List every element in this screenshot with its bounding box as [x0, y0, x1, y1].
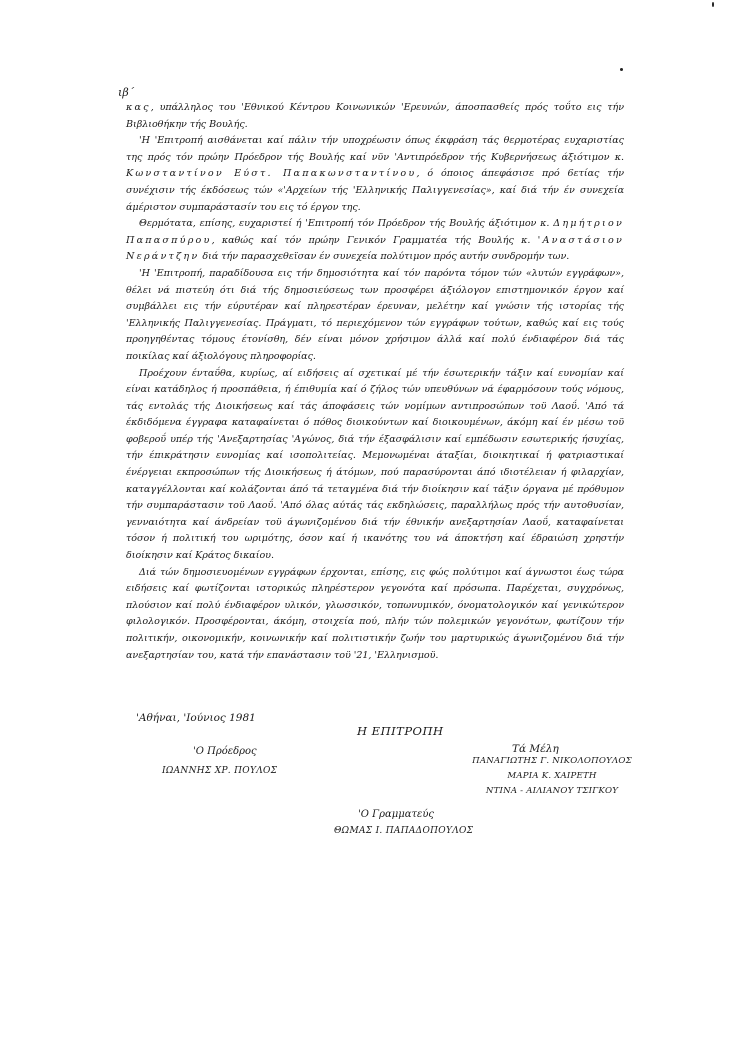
- secretary-name: ΘΩΜΑΣ Ι. ΠΑΠΑΔΟΠΟΥΛΟΣ: [334, 826, 474, 836]
- paragraph: [126, 100, 624, 133]
- text-run: 'Η 'Επιτροπή αισθάνεται καί πάλιν τήν υποχρέωσιν όπως έκφράση τάς θερμοτέρας ευχαριστίας της πρός τόν πρώην Πρόεδρον τής Βουλής καί νϋν 'Αντιπρόεδρον τής Κυβερνήσεως άξιότιμον κ.: [126, 135, 624, 163]
- text-run: Προέχουν ένταΰθα, κυρίως, αί ειδήσεις αί σχετικαί μέ τήν έσωτερικήν τάξιν καί ευνομίαν καί είναι κατάδηλος ή προσπάθεια, ή έπιθυμία καί ό ζήλος τών υπευθύνων νά έφαρμόσουν τούς νόμους, τάς εντολάς τής Διοικήσεως καί τάς άποφάσεις τών νομίμων αντιπροσώπων τοϋ Λαοΰ. 'Από τά έκδιδόμενα έγγραφα καταφαίνεται ό πόθος διοικούντων καί διοικουμένων, άκόμη καί έν μέσω τοϋ φοβεροΰ υπέρ τής 'Ανεξαρτησίας 'Αγώνος, διά τήν έξασφάλισιν καί εμπέδωσιν εσωτερικής ήσυχίας, τήν έπικράτησιν ευνομίας καί ισοπολιτείας. Μεμονωμέναι άταξίαι, διοικητικαί ή φατριαστικαί ένέργειαι εκπροσώπων τής Διοικήσεως ή άτόμων, πού παρασύρονται άπό ιδιοτέλειαν ή φιλαρχίαν, καταγγέλλονται καί κολάζονται άπό τά τεταγμένα διά τήν διοίκησιν καί τάξιν όργανα μέ πρόθυμον τήν συμπαράστασιν τοϋ Λαοΰ. 'Από όλας αύτάς τάς εκδηλώσεις, παραλλήλως πρός τήν αυτοθυσίαν, γενναιότητα καί άνδρείαν τοϋ άγωνιζομένου διά τήν έθνικήν ανεξαρτησίαν Λαοΰ, καταφαίνεται τόσον ή πολιτική του ωριμότης, όσον καί ή ικανότης του νά άποκτήση καί έδραιώση χρηστήν διοίκησιν καί Κράτος δικαίου.: [126, 367, 624, 562]
- secretary-label: 'Ο Γραμματεύς: [358, 809, 435, 820]
- text-run: Θερμότατα, επίσης, ευχαριστεί ή 'Επιτροπή τόν Πρόεδρον τής Βουλής άξιότιμον κ.: [139, 218, 554, 230]
- member-name: ΜΑΡΙΑ Κ. ΧΑΙΡΕΤΗ: [507, 771, 597, 781]
- spaced-name: Κωνσταντίνον Εύστ. Παπακωνσταντίνου: [126, 168, 417, 180]
- signature-date: 'Αθήναι, 'Ιούνιος 1981: [136, 712, 256, 724]
- text-run: , υπάλληλος του 'Εθνικού Κέντρου Κοινωνικών 'Ερευνών, άποσπασθείς πρός τοΰτο εις τήν Βιβλιοθήκην τής Βουλής.: [126, 102, 624, 130]
- paragraph: [126, 565, 624, 665]
- paragraph: [126, 366, 624, 565]
- page-number: ιβ΄: [118, 86, 135, 99]
- scan-speck-right: [620, 68, 623, 71]
- paragraph: [126, 216, 624, 266]
- text-run: διά τήν παρασχεθεϊσαν έν συνεχεία πολύτιμον πρός αυτήν συνδρομήν των.: [199, 251, 570, 263]
- members-list: [452, 754, 652, 799]
- member-name: ΠΑΝΑΓΙΩΤΗΣ Γ. ΝΙΚΟΛΟΠΟΥΛΟΣ: [472, 756, 632, 766]
- president-label: 'Ο Πρόεδρος: [193, 746, 257, 757]
- spaced-name: Δημήτριον Παπασπύρου: [126, 218, 624, 246]
- scan-speck-top: [712, 2, 714, 7]
- member-name: ΝΤΙΝΑ - ΑΙΛΙΑΝΟΥ ΤΣΙΓΚΟΥ: [485, 786, 619, 796]
- paragraph: [126, 133, 624, 216]
- text-run: , ό όποιος άπεφάσισε πρό 6ετίας τήν συνέχισιν τής έκδόσεως τών «'Αρχείων τής 'Ελληνικής Παλιγγενεσίας», καί διά τήν έν συνεχεία άμέριστον συμπαράστασίν του εις τό έργον της.: [126, 168, 625, 213]
- text-run: , καθώς καί τόν πρώην Γενικόν Γραμματέα τής Βουλής κ.: [211, 234, 538, 246]
- president-name: ΙΩΑΝΝΗΣ ΧΡ. ΠΟΥΛΟΣ: [162, 766, 278, 776]
- spaced-name: κας: [126, 102, 151, 113]
- members-label: Τά Μέλη: [512, 743, 559, 755]
- spaced-name: 'Αναστάσιον Νεράντζην: [126, 234, 624, 263]
- paragraph: [126, 266, 624, 366]
- committee-heading: Η ΕΠΙΤΡΟΠΗ: [357, 724, 444, 738]
- text-run: 'Η 'Επιτροπή, παραδίδουσα εις τήν δημοσιότητα καί τόν παρόντα τόμον τών «λυτών εγγράφων», θέλει νά πιστεύη ότι διά τής δημοσιεύσεως των προσφέρει άξιόλογον επιστημονικόν έργον καί συμβάλλει εις τήν εύρυτέραν καί πληρεστέραν έρευναν, μελέτην καί γνώσιν τής ιστορίας τής 'Ελληνικής Παλιγγενεσίας. Πράγματι, τό περιεχόμενον τών εγγράφων τούτων, καθώς καί εις τούς προηγηθέντας τόμους έτονίσθη, δέν είναι μόνον χρήσιμον άλλά καί πολύ ένδιαφέρον διά τάς ποικίλας καί άξιολόγους πληροφορίας.: [126, 267, 624, 362]
- body-text: [126, 100, 624, 664]
- text-run: Διά τών δημοσιευομένων εγγράφων έρχονται, επίσης, εις φώς πολύτιμοι καί άγνωστοι έως τώρα ειδήσεις καί φωτίζονται ιστορικώς πληρέστερον γεγονότα καί πρόσωπα. Παρέχεται, συγχρόνως, πλούσιον καί πολύ ένδιαφέρον υλικόν, γλωσσικόν, τοπωνυμικόν, όνοματολογικόν καί γενικώτερον φιλολογικόν. Προσφέρονται, άκόμη, στοιχεία πού, πλήν τών πολεμικών γεγονότων, φωτίζουν τήν πολιτικήν, οικονομικήν, κοινωνικήν καί πολιτιστικήν ζωήν του μαρτυρικώς άγωνιζομένου διά τήν ανεξαρτησίαν του, κατά τήν επανάστασιν τοϋ '21, 'Ελληνισμοϋ.: [126, 566, 624, 661]
